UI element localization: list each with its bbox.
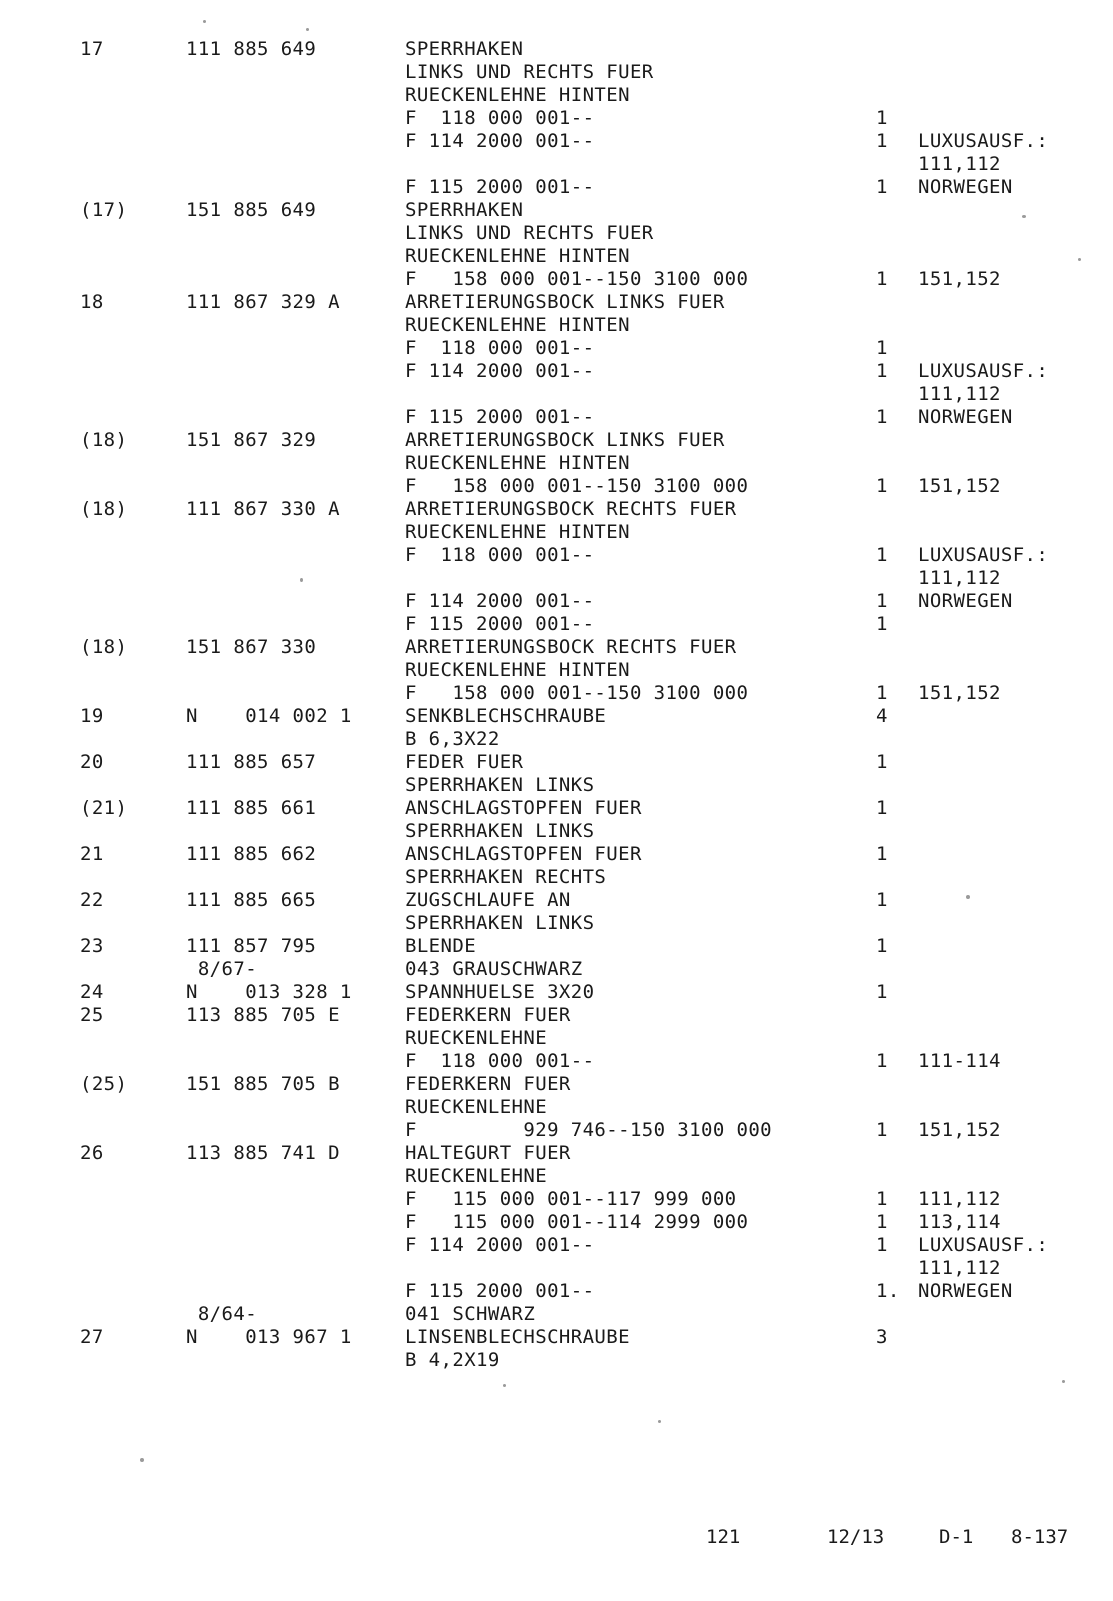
description-cell: F 115 2000 001-- <box>405 1280 595 1302</box>
quantity-cell: 1 <box>876 337 888 359</box>
scan-speck <box>203 20 206 23</box>
scan-speck <box>503 1384 506 1387</box>
part-number-cell: 111 885 657 <box>186 751 317 773</box>
scan-speck <box>1078 258 1081 261</box>
quantity-cell: 1 <box>876 1234 888 1256</box>
remark-cell: 111,112 <box>918 1188 1001 1210</box>
quantity-cell: 1 <box>876 889 888 911</box>
scan-speck <box>306 28 309 31</box>
reference-number: 8-137 <box>1011 1526 1069 1548</box>
quantity-cell: 1 <box>876 590 888 612</box>
part-number-cell: 111 867 329 A <box>186 291 340 313</box>
table-row <box>0 314 1113 337</box>
quantity-cell: 1 <box>876 1119 888 1141</box>
part-number-cell: N 013 328 1 <box>186 981 352 1003</box>
description-cell: B 4,2X19 <box>405 1349 500 1371</box>
table-row <box>0 1096 1113 1119</box>
description-cell: ARRETIERUNGSBOCK RECHTS FUER <box>405 636 737 658</box>
scan-speck <box>1022 215 1026 218</box>
table-row <box>0 567 1113 590</box>
description-cell: F 118 000 001-- <box>405 107 595 129</box>
description-cell: LINKS UND RECHTS FUER <box>405 61 654 83</box>
table-row <box>0 728 1113 751</box>
position-cell: 17 <box>80 38 104 60</box>
description-cell: ARRETIERUNGSBOCK LINKS FUER <box>405 429 725 451</box>
position-cell: 22 <box>80 889 104 911</box>
position-cell: 24 <box>80 981 104 1003</box>
table-row <box>0 912 1113 935</box>
remark-cell: LUXUSAUSF.: <box>918 360 1049 382</box>
table-row <box>0 797 1113 820</box>
table-row <box>0 406 1113 429</box>
table-row <box>0 337 1113 360</box>
description-cell: FEDERKERN FUER <box>405 1004 571 1026</box>
description-cell: RUECKENLEHNE HINTEN <box>405 659 630 681</box>
table-row <box>0 590 1113 613</box>
description-cell: B 6,3X22 <box>405 728 500 750</box>
position-cell: 25 <box>80 1004 104 1026</box>
part-number-cell: 113 885 741 D <box>186 1142 340 1164</box>
quantity-cell: 1 <box>876 981 888 1003</box>
description-cell: FEDER FUER <box>405 751 524 773</box>
quantity-cell: 1 <box>876 107 888 129</box>
remark-cell: NORWEGEN <box>918 1280 1013 1302</box>
remark-cell: 111,112 <box>918 567 1001 589</box>
remark-cell: NORWEGEN <box>918 406 1013 428</box>
position-cell: (21) <box>80 797 128 819</box>
quantity-cell: 1 <box>876 682 888 704</box>
remark-cell: LUXUSAUSF.: <box>918 1234 1049 1256</box>
table-row <box>0 1349 1113 1372</box>
table-row <box>0 1257 1113 1280</box>
table-row <box>0 176 1113 199</box>
description-cell: SPERRHAKEN <box>405 199 524 221</box>
table-row <box>0 130 1113 153</box>
description-cell: RUECKENLEHNE HINTEN <box>405 314 630 336</box>
description-cell: SENKBLECHSCHRAUBE <box>405 705 607 727</box>
description-cell: SPERRHAKEN RECHTS <box>405 866 607 888</box>
description-cell: F 118 000 001-- <box>405 337 595 359</box>
table-row <box>0 1280 1113 1303</box>
quantity-cell: 1 <box>876 1211 888 1233</box>
description-cell: F 115 2000 001-- <box>405 406 595 428</box>
table-row <box>0 475 1113 498</box>
quantity-cell: 1 <box>876 268 888 290</box>
table-row <box>0 61 1113 84</box>
part-number-cell: 8/67- <box>186 958 258 980</box>
table-row <box>0 1142 1113 1165</box>
position-cell: 18 <box>80 291 104 313</box>
table-row <box>0 1050 1113 1073</box>
table-row <box>0 889 1113 912</box>
table-row <box>0 636 1113 659</box>
description-cell: F 118 000 001-- <box>405 1050 595 1072</box>
table-row <box>0 268 1113 291</box>
table-row <box>0 751 1113 774</box>
table-row <box>0 981 1113 1004</box>
description-cell: F 115 000 001--117 999 000 <box>405 1188 737 1210</box>
table-row <box>0 544 1113 567</box>
description-cell: RUECKENLEHNE HINTEN <box>405 84 630 106</box>
table-row <box>0 1027 1113 1050</box>
description-cell: F 115 2000 001-- <box>405 176 595 198</box>
part-number-cell: 151 867 329 <box>186 429 317 451</box>
quantity-cell: 1 <box>876 1050 888 1072</box>
table-row <box>0 1303 1113 1326</box>
position-cell: 27 <box>80 1326 104 1348</box>
description-cell: F 114 2000 001-- <box>405 130 595 152</box>
table-row <box>0 429 1113 452</box>
quantity-cell: 1 <box>876 130 888 152</box>
remark-cell: 151,152 <box>918 268 1001 290</box>
position-cell: (18) <box>80 636 128 658</box>
remark-cell: 113,114 <box>918 1211 1001 1233</box>
table-row <box>0 1211 1113 1234</box>
remark-cell: 111,112 <box>918 153 1001 175</box>
table-row <box>0 659 1113 682</box>
table-row <box>0 613 1113 636</box>
description-cell: 041 SCHWARZ <box>405 1303 536 1325</box>
part-number-cell: 111 885 649 <box>186 38 317 60</box>
table-row <box>0 153 1113 176</box>
quantity-cell: 1 <box>876 360 888 382</box>
page-number: 121 <box>706 1526 741 1548</box>
part-number-cell: 111 885 665 <box>186 889 317 911</box>
description-cell: F 114 2000 001-- <box>405 1234 595 1256</box>
position-cell: (18) <box>80 498 128 520</box>
quantity-cell: 1 <box>876 406 888 428</box>
description-cell: F 158 000 001--150 3100 000 <box>405 268 749 290</box>
quantity-cell: 1 <box>876 475 888 497</box>
quantity-cell: 3 <box>876 1326 888 1348</box>
table-row <box>0 958 1113 981</box>
quantity-cell: 1 <box>876 935 888 957</box>
position-cell: 19 <box>80 705 104 727</box>
scan-speck <box>140 1458 144 1462</box>
quantity-cell: 1 <box>876 1188 888 1210</box>
description-cell: LINSENBLECHSCHRAUBE <box>405 1326 630 1348</box>
description-cell: F 114 2000 001-- <box>405 590 595 612</box>
position-cell: (25) <box>80 1073 128 1095</box>
remark-cell: 111,112 <box>918 1257 1001 1279</box>
quantity-cell: 1 <box>876 797 888 819</box>
table-row <box>0 1119 1113 1142</box>
part-number-cell: N 014 002 1 <box>186 705 352 727</box>
section-code: D-1 <box>939 1526 974 1548</box>
sheet-number: 12/13 <box>827 1526 885 1548</box>
remark-cell: NORWEGEN <box>918 176 1013 198</box>
description-cell: SPERRHAKEN LINKS <box>405 912 595 934</box>
table-row <box>0 199 1113 222</box>
position-cell: 23 <box>80 935 104 957</box>
description-cell: F 118 000 001-- <box>405 544 595 566</box>
table-row <box>0 383 1113 406</box>
scan-speck <box>300 578 303 582</box>
position-cell: 21 <box>80 843 104 865</box>
description-cell: RUECKENLEHNE HINTEN <box>405 521 630 543</box>
quantity-cell: 1 <box>876 544 888 566</box>
description-cell: SPERRHAKEN LINKS <box>405 774 595 796</box>
description-cell: F 114 2000 001-- <box>405 360 595 382</box>
part-number-cell: 151 885 649 <box>186 199 317 221</box>
description-cell: BLENDE <box>405 935 477 957</box>
table-row <box>0 1326 1113 1349</box>
remark-cell: LUXUSAUSF.: <box>918 544 1049 566</box>
remark-cell: 151,152 <box>918 1119 1001 1141</box>
page-footer <box>0 1525 1113 1549</box>
table-row <box>0 1004 1113 1027</box>
quantity-cell: 1. <box>876 1280 900 1302</box>
remark-cell: 111,112 <box>918 383 1001 405</box>
part-number-cell: 151 885 705 B <box>186 1073 340 1095</box>
description-cell: F 158 000 001--150 3100 000 <box>405 682 749 704</box>
part-number-cell: N 013 967 1 <box>186 1326 352 1348</box>
remark-cell: 111-114 <box>918 1050 1001 1072</box>
table-row <box>0 38 1113 61</box>
scan-speck <box>966 895 970 899</box>
quantity-cell: 1 <box>876 176 888 198</box>
position-cell: (17) <box>80 199 128 221</box>
remark-cell: NORWEGEN <box>918 590 1013 612</box>
description-cell: ANSCHLAGSTOPFEN FUER <box>405 797 642 819</box>
description-cell: HALTEGURT FUER <box>405 1142 571 1164</box>
table-row <box>0 521 1113 544</box>
description-cell: RUECKENLEHNE <box>405 1027 548 1049</box>
part-number-cell: 113 885 705 E <box>186 1004 340 1026</box>
table-row <box>0 245 1113 268</box>
table-row <box>0 705 1113 728</box>
quantity-cell: 1 <box>876 843 888 865</box>
remark-cell: 151,152 <box>918 682 1001 704</box>
table-row <box>0 1188 1113 1211</box>
table-row <box>0 866 1113 889</box>
remark-cell: 151,152 <box>918 475 1001 497</box>
table-row <box>0 843 1113 866</box>
description-cell: RUECKENLEHNE <box>405 1096 548 1118</box>
description-cell: RUECKENLEHNE <box>405 1165 548 1187</box>
table-row <box>0 820 1113 843</box>
table-row <box>0 84 1113 107</box>
table-row <box>0 774 1113 797</box>
description-cell: ANSCHLAGSTOPFEN FUER <box>405 843 642 865</box>
description-cell: F 158 000 001--150 3100 000 <box>405 475 749 497</box>
position-cell: 26 <box>80 1142 104 1164</box>
description-cell: 043 GRAUSCHWARZ <box>405 958 583 980</box>
description-cell: RUECKENLEHNE HINTEN <box>405 452 630 474</box>
part-number-cell: 111 885 661 <box>186 797 317 819</box>
description-cell: F 115 000 001--114 2999 000 <box>405 1211 749 1233</box>
table-row <box>0 682 1113 705</box>
table-row <box>0 360 1113 383</box>
quantity-cell: 1 <box>876 751 888 773</box>
position-cell: 20 <box>80 751 104 773</box>
description-cell: FEDERKERN FUER <box>405 1073 571 1095</box>
table-row <box>0 935 1113 958</box>
description-cell: F 929 746--150 3100 000 <box>405 1119 773 1141</box>
description-cell: SPANNHUELSE 3X20 <box>405 981 595 1003</box>
remark-cell: LUXUSAUSF.: <box>918 130 1049 152</box>
description-cell: SPERRHAKEN LINKS <box>405 820 595 842</box>
scan-speck <box>1062 1380 1065 1383</box>
table-row <box>0 452 1113 475</box>
description-cell: ARRETIERUNGSBOCK LINKS FUER <box>405 291 725 313</box>
part-number-cell: 151 867 330 <box>186 636 317 658</box>
table-row <box>0 1073 1113 1096</box>
table-row <box>0 107 1113 130</box>
part-number-cell: 111 885 662 <box>186 843 317 865</box>
description-cell: ZUGSCHLAUFE AN <box>405 889 571 911</box>
position-cell: (18) <box>80 429 128 451</box>
table-row <box>0 291 1113 314</box>
description-cell: SPERRHAKEN <box>405 38 524 60</box>
quantity-cell: 1 <box>876 613 888 635</box>
part-number-cell: 111 857 795 <box>186 935 317 957</box>
description-cell: F 115 2000 001-- <box>405 613 595 635</box>
description-cell: LINKS UND RECHTS FUER <box>405 222 654 244</box>
description-cell: ARRETIERUNGSBOCK RECHTS FUER <box>405 498 737 520</box>
table-row <box>0 498 1113 521</box>
part-number-cell: 8/64- <box>186 1303 258 1325</box>
table-row <box>0 1165 1113 1188</box>
part-number-cell: 111 867 330 A <box>186 498 340 520</box>
table-row <box>0 1234 1113 1257</box>
quantity-cell: 4 <box>876 705 888 727</box>
description-cell: RUECKENLEHNE HINTEN <box>405 245 630 267</box>
scan-speck <box>658 1420 661 1423</box>
table-row <box>0 222 1113 245</box>
